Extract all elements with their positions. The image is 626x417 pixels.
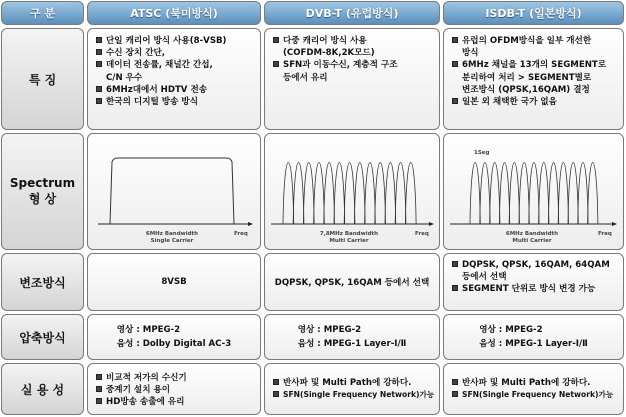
carrier-lobe: [539, 163, 549, 225]
list-item: 분리하여 처리 > SEGMENT별로: [462, 72, 592, 83]
bullet-icon: [96, 61, 102, 67]
video-codec: 영상 : MPEG-2: [297, 325, 362, 335]
single-carrier-spectrum: [88, 134, 260, 249]
header-dvb-label: DVB-T (유럽방식): [305, 7, 399, 20]
compression-atsc: [87, 314, 261, 360]
header-category: [1, 1, 84, 25]
compression-isdb: [443, 314, 624, 360]
freq-arrow-icon: [248, 222, 253, 226]
list-item: 데이터 전송률, 채널간 간섭,: [96, 59, 256, 71]
feature-isdb: [443, 28, 624, 130]
header-atsc-label: ATSC (북미방식): [130, 7, 218, 20]
list-item: 다중 캐리어 방식 사용: [273, 35, 435, 47]
carrier-lobe: [314, 163, 325, 225]
practical-isdb: [443, 363, 624, 415]
audio-codec: 음성 : Dolby Digital AC-3: [116, 339, 232, 349]
practical-atsc: [87, 363, 261, 415]
list-item: HD방송 송출에 유리: [96, 396, 256, 408]
bandwidth-label: 6MHz Bandwidth: [145, 231, 199, 237]
modulation-atsc: [87, 253, 261, 311]
bullet-icon: [96, 386, 102, 392]
row-label-compression-text: 압축방식: [19, 330, 66, 345]
row-label-spectrum-text: Spectrum: [9, 176, 76, 190]
row-label-modulation: [1, 253, 84, 311]
list-item: C/N 우수: [106, 72, 143, 83]
carrier-lobe: [480, 163, 490, 225]
list-item: SFN과 이동수신, 계층적 구조: [273, 59, 435, 71]
bullet-icon: [273, 391, 279, 397]
bandwidth-label: 6MHz Bandwidth: [505, 231, 559, 237]
row-label-spectrum: [1, 133, 84, 250]
modulation-isdb: [443, 253, 624, 311]
carrier-lobe: [558, 163, 568, 225]
multi-carrier-spectrum-dvb: [265, 134, 439, 249]
carrier-lobe: [385, 163, 396, 225]
practical-dvb: [264, 363, 440, 415]
feature-dvb: [264, 28, 440, 130]
bullet-icon: [273, 379, 279, 385]
list-item: 등에서 선택: [462, 272, 507, 283]
feature-atsc: [87, 28, 261, 130]
carrier-lobe: [509, 163, 519, 225]
compression-dvb: [264, 314, 440, 360]
carrier-lobe: [470, 163, 480, 225]
spectrum-atsc: [87, 133, 261, 250]
carrier-lobe: [578, 163, 588, 225]
carrier-lobe: [344, 163, 355, 225]
list-item: SFN(Single Frequency Network)가능: [452, 389, 619, 401]
bullet-icon: [96, 49, 102, 55]
carrier-lobe: [354, 163, 365, 225]
row-label-feature: [1, 28, 84, 130]
list-item: 6MHz대에서 HDTV 전송: [96, 84, 256, 96]
list-item: 변조방식 (QPSK,16QAM) 결정: [462, 84, 590, 95]
list-item: 6MHz 채널을 13개의 SEGMENT로: [452, 59, 619, 71]
one-seg-label: 1Seg: [474, 150, 490, 156]
list-item: 방식: [462, 48, 479, 59]
carrier-lobe: [548, 163, 558, 225]
carrier-lobe: [365, 163, 376, 225]
bullet-icon: [452, 285, 458, 291]
list-item: (COFDM-8K,2K모드): [283, 48, 375, 59]
carrier-label: Multi Carrier: [329, 238, 369, 244]
carrier-lobe: [293, 163, 304, 225]
bullet-icon: [452, 391, 458, 397]
freq-arrow-icon: [429, 222, 434, 226]
bullet-icon: [452, 61, 458, 67]
carrier-lobe: [395, 163, 406, 225]
modulation-atsc-value: 8VSB: [161, 277, 187, 287]
carrier-lobe: [529, 163, 539, 225]
bullet-icon: [96, 374, 102, 380]
freq-label: Freq: [598, 231, 612, 237]
carrier-lobe: [283, 163, 294, 225]
carrier-lobe: [303, 163, 314, 225]
freq-label: Freq: [415, 231, 429, 237]
list-item: 수신 장치 간단,: [96, 47, 256, 59]
list-item: 비교적 저가의 수신기: [96, 372, 256, 384]
bullet-icon: [452, 379, 458, 385]
bullet-icon: [452, 98, 458, 104]
carrier-lobe: [568, 163, 578, 225]
list-item: 일본 외 채택한 국가 없음: [452, 96, 619, 108]
freq-arrow-icon: [612, 222, 617, 226]
list-item: 반사파 및 Multi Path에 강하다.: [273, 377, 435, 389]
bandwidth-label: 7,8MHz Bandwidth: [319, 231, 379, 237]
carrier-lobe: [375, 163, 386, 225]
list-item: 한국의 디지털 방송 방식: [96, 96, 256, 108]
header-category-label: 구 분: [29, 7, 56, 20]
audio-codec: 음성 : MPEG-1 Layer-Ⅰ/Ⅱ: [297, 339, 407, 349]
header-isdb-label: ISDB-T (일본방식): [485, 7, 582, 20]
bullet-icon: [96, 98, 102, 104]
video-codec: 영상 : MPEG-2: [116, 325, 181, 335]
bullet-icon: [96, 398, 102, 404]
modulation-dvb: [264, 253, 440, 311]
bullet-icon: [273, 61, 279, 67]
spectrum-dvb: [264, 133, 440, 250]
carrier-label: Single Carrier: [150, 238, 194, 244]
row-label-practical: [1, 363, 84, 415]
list-item: DQPSK, QPSK, 16QAM, 64QAM: [452, 259, 619, 271]
bullet-icon: [96, 86, 102, 92]
carrier-lobe: [499, 163, 509, 225]
row-label-practical-text: 실 용 성: [20, 382, 65, 397]
header-atsc: [87, 1, 261, 25]
carrier-lobe: [588, 163, 598, 225]
bullet-icon: [452, 261, 458, 267]
multi-carrier-spectrum-isdb: [444, 134, 623, 249]
audio-codec: 음성 : MPEG-1 Layer-Ⅰ/Ⅱ: [479, 339, 588, 349]
subcarrier-lobes: [283, 163, 416, 225]
row-label-compression: [1, 314, 84, 360]
carrier-lobe: [324, 163, 335, 225]
list-item: 유럽의 OFDM방식을 일부 개선한: [452, 35, 619, 47]
row-label-feature-text: 특 징: [28, 72, 57, 87]
row-label-spectrum-sub: 형 상: [28, 192, 57, 206]
list-item: 단일 캐리어 방식 사용(8-VSB): [96, 35, 256, 47]
header-dvb: [264, 1, 440, 25]
modulation-dvb-value: DQPSK, QPSK, 16QAM 등에서 선택: [274, 278, 430, 288]
list-item: SEGMENT 단위로 방식 변경 가능: [452, 283, 619, 295]
spectrum-isdb: [443, 133, 624, 250]
list-item: 중계기 설치 용이: [96, 384, 256, 396]
list-item: 등에서 유리: [283, 72, 328, 83]
carrier-label: Multi Carrier: [512, 238, 552, 244]
video-codec: 영상 : MPEG-2: [479, 325, 543, 335]
carrier-lobe: [334, 163, 345, 225]
segment-lobes: [470, 163, 598, 225]
carrier-lobe: [519, 163, 529, 225]
carrier-lobe: [405, 163, 416, 225]
bullet-icon: [96, 37, 102, 43]
list-item: SFN(Single Frequency Network)가능: [273, 389, 435, 401]
freq-label: Freq: [234, 231, 248, 237]
header-isdb: [443, 1, 624, 25]
list-item: 반사파 및 Multi Path에 강하다.: [452, 377, 619, 389]
carrier-lobe: [490, 163, 500, 225]
bullet-icon: [452, 37, 458, 43]
bullet-icon: [273, 37, 279, 43]
row-label-modulation-text: 변조방식: [19, 275, 66, 290]
carrier-envelope: [110, 158, 234, 224]
